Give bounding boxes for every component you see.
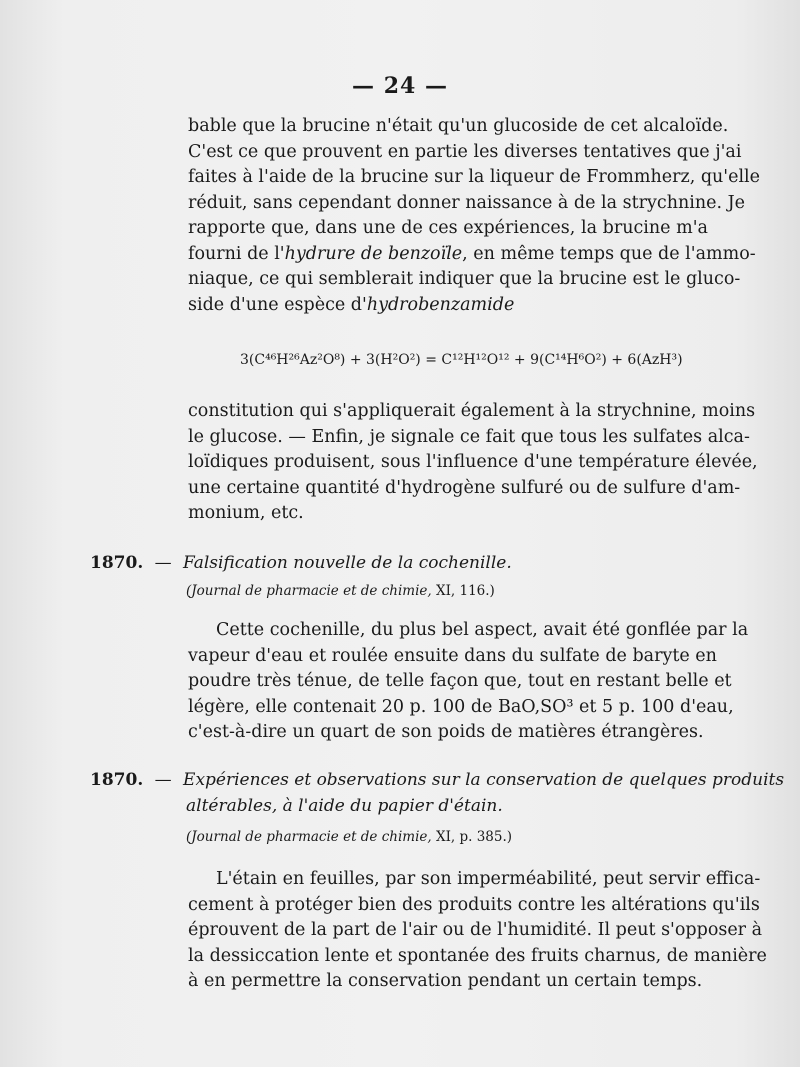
entry-dash: — <box>154 553 172 573</box>
entry-heading-etain-cont <box>186 794 503 818</box>
text-line: C'est ce que prouvent en partie les diverses tentatives que j'ai <box>188 141 742 162</box>
italic-term: hydrure de benzoïle <box>284 243 463 264</box>
text-fragment: , en même temps que de l'ammo- <box>462 243 756 264</box>
text-line <box>188 242 756 268</box>
entry-dash: — <box>154 770 172 790</box>
text-line: bable que la brucine n'était qu'un glucoside de cet alcaloïde. <box>188 116 729 136</box>
page-number: — 24 — <box>352 73 448 99</box>
text-line: à en permettre la conservation pendant un certain temps. <box>188 971 703 991</box>
text-line: monium, etc. <box>188 503 304 523</box>
reference-volume: XI, p. 385.) <box>435 829 513 845</box>
text-line: réduit, sans cependant donner naissance à de la strychnine. Je <box>188 192 745 213</box>
entry-title: Expériences et observations sur la conservation de quelques produits <box>183 770 785 790</box>
italic-term: hydrobenzamide <box>366 294 515 315</box>
entry-title: Falsification nouvelle de la cochenille. <box>183 553 512 573</box>
paragraph-cochenille <box>188 618 749 746</box>
entry-heading-etain <box>90 768 784 792</box>
text-line: cement à protéger bien des produits contre les altérations qu'ils <box>188 894 760 915</box>
paragraph-etain <box>188 867 767 995</box>
text-line: éprouvent de la part de l'air ou de l'humidité. Il peut s'opposer à <box>188 920 763 940</box>
entry-heading-cochenille <box>90 551 512 575</box>
text-line: faites à l'aide de la brucine sur la liqueur de Frommherz, qu'elle <box>188 167 761 187</box>
reference-journal: (Journal de pharmacie et de chimie, <box>186 583 436 599</box>
chemical-equation: 3(C⁴⁶H²⁶Az²O⁸) + 3(H²O²) = C¹²H¹²O¹² + 9(C¹⁴H⁶O²) + 6(AzH³) <box>240 352 683 368</box>
text-line: constitution qui s'appliquerait également à la strychnine, moins <box>188 401 756 421</box>
text-line <box>188 293 708 319</box>
text-line: poudre très ténue, de telle façon que, tout en restant belle et <box>188 671 732 691</box>
text-line: une certaine quantité d'hydrogène sulfuré ou de sulfure d'am- <box>188 477 741 498</box>
journal-reference <box>186 829 512 845</box>
text-line: légère, elle contenait 20 p. 100 de BaO,SO³ et 5 p. 100 d'eau, <box>188 696 734 717</box>
entry-year: 1870. <box>90 553 144 573</box>
text-line: le glucose. — Enfin, je signale ce fait que tous les sulfates alca- <box>188 426 750 447</box>
text-line: loïdiques produisent, sous l'influence d'une température élevée, <box>188 452 758 472</box>
paragraph-constitution <box>188 399 758 527</box>
journal-reference <box>186 583 495 599</box>
text-fragment: fourni de l' <box>188 243 285 264</box>
text-line: rapporte que, dans une de ces expériences, la brucine m'a <box>188 218 708 238</box>
text-line: c'est-à-dire un quart de son poids de matières étrangères. <box>188 722 704 742</box>
paragraph-brucine <box>188 114 761 318</box>
entry-year: 1870. <box>90 770 144 790</box>
text-line: vapeur d'eau et roulée ensuite dans du sulfate de baryte en <box>188 645 717 666</box>
text-line: niaque, ce qui semblerait indiquer que la brucine est le gluco- <box>188 269 741 289</box>
text-fragment: side d'une espèce d' <box>188 294 367 315</box>
text-line: L'étain en feuilles, par son imperméabilité, peut servir effica- <box>216 869 761 889</box>
text-line: la dessiccation lente et spontanée des fruits charnus, de manière <box>188 945 767 966</box>
reference-volume: XI, 116.) <box>435 583 495 599</box>
entry-title-cont: altérables, à l'aide du papier d'étain. <box>186 796 503 816</box>
reference-journal: (Journal de pharmacie et de chimie, <box>186 829 436 845</box>
text-line: Cette cochenille, du plus bel aspect, avait été gonflée par la <box>216 620 749 640</box>
